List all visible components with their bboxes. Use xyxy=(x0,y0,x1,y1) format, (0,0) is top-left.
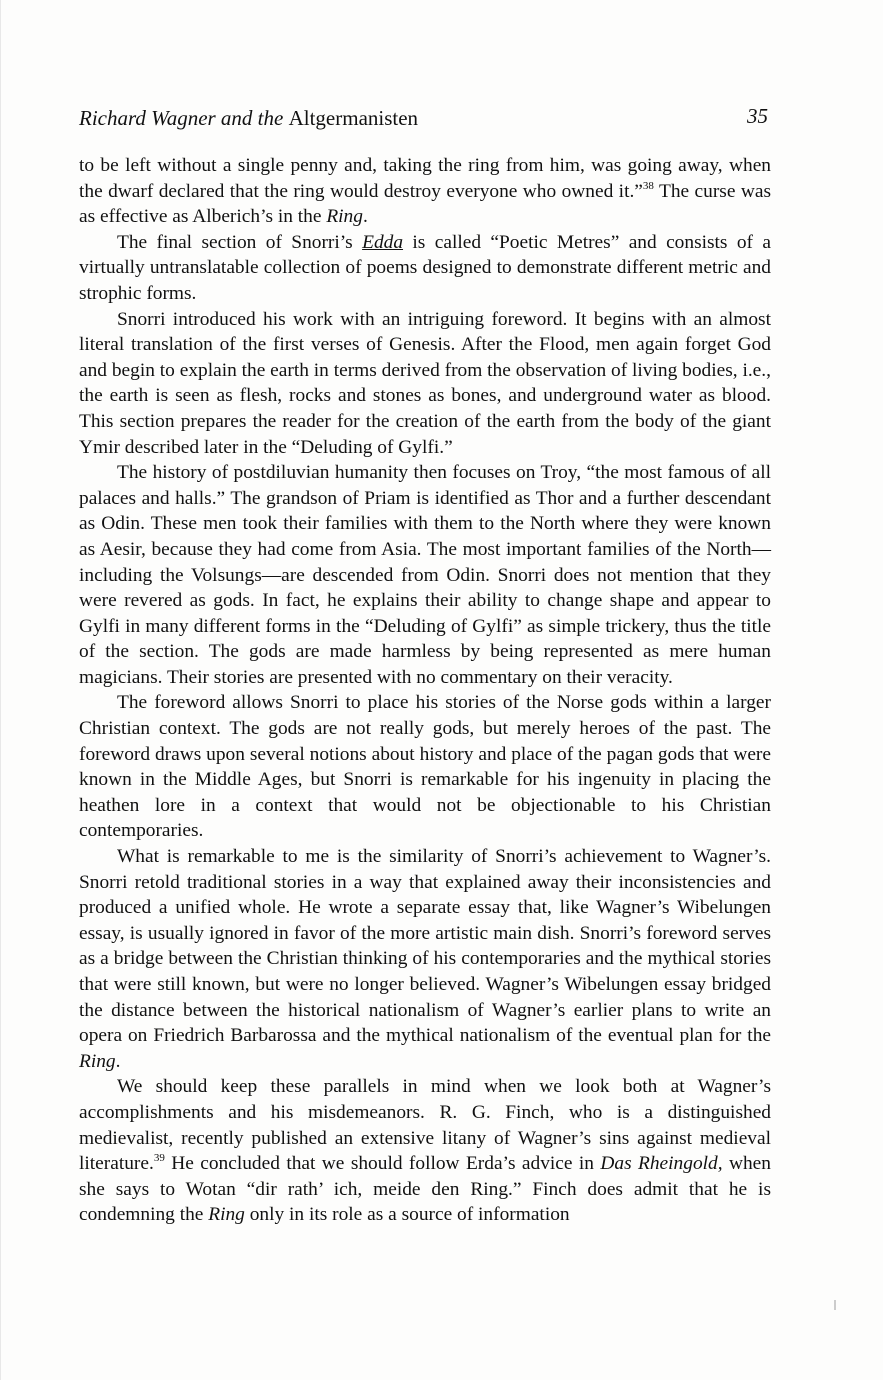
paragraph-1 xyxy=(79,153,771,230)
p6-text-c: . xyxy=(115,1050,121,1072)
p1-text-a: to be left without a single penny and, taking the ring from him, was going away, when the dwarf declared that the ring would destroy everyone who owned it.” xyxy=(79,155,771,202)
body-text xyxy=(79,153,771,1228)
p2-text-a: The final section of Snorri’s xyxy=(117,231,363,253)
p7-title-rheingold: Das Rheingold, xyxy=(600,1153,723,1175)
paragraph-4: The history of postdiluvian humanity then focuses on Troy, “the most famous of all palaces and halls.” The grandson of Priam is identified as Thor and a further descendant as Odin. These men took their families with them to the North where they were known as Aesir, because they had come from Asia. The most important families of the North—including the Volsungs—are descended from Odin. Snorri does not mention that they were revered as gods. In fact, he explains their ability to change shape and appear to Gylfi in many different forms in the “Deluding of Gylfi” as simple trickery, thus the title of the section. The gods are made harmless by being represented as mere human magicians. Their stories are presented with no commentary on their veracity. xyxy=(79,462,771,688)
p1-title-ring: Ring xyxy=(326,206,363,228)
p7-title-ring: Ring xyxy=(208,1204,245,1226)
footnote-ref-38: 38 xyxy=(642,179,654,192)
scan-mark xyxy=(834,1300,836,1310)
footnote-ref-39: 39 xyxy=(153,1152,165,1165)
paragraph-7 xyxy=(79,1074,771,1228)
p2-text-c: is called “Poetic Metres” and consists of a virtually untranslatable collection of poems designed to demonstrate different metric and strophic forms. xyxy=(79,231,772,304)
p6-text-a: What is remarkable to me is the similarity of Snorri’s achievement to Wagner’s. Snorri retold traditional stories in a way that explained away their inconsistencies and produced a unified whole. He wrote a separate essay that, like Wagner’s Wibelungen essay, is usually ignored in favor of the more artistic main dish. Snorri’s foreword serves as a bridge between the Christian thinking of his contemporaries and the mythical stories that were still known, but were no longer believed. Wagner’s Wibelungen essay bridged the distance between the historical nationalism of Wagner’s earlier plans to write an opera on Friedrich Barbarossa and the mythical nationalism of the eventual plan for the xyxy=(79,846,771,1047)
page-number: 35 xyxy=(747,104,768,128)
p1-text-b: The curse was as effective as Alberich’s in the xyxy=(79,180,771,228)
p7-text-b: He concluded that we should follow Erda’s advice in xyxy=(164,1153,601,1175)
p1-text-d: . xyxy=(362,206,368,228)
p7-text-f: only in its role as a source of information xyxy=(244,1204,570,1226)
paragraph-3: Snorri introduced his work with an intriguing foreword. It begins with an almost literal translation of the first verses of Genesis. After the Flood, men again forget God and begin to explain the earth in terms derived from the observation of living bodies, i.e., the earth is seen as flesh, rocks and stones as bones, and underground water as blood. This section prepares the reader for the creation of the earth from the body of the giant Ymir described later in the “Deluding of Gylfi.” xyxy=(79,308,771,458)
paragraph-2 xyxy=(79,230,771,307)
running-head xyxy=(79,106,418,130)
p7-text-a: We should keep these parallels in mind when we look both at Wagner’s accomplishments and his misdemeanors. R. G. Finch, who is a distinguished medievalist, recently published an extensive litany of Wagner’s sins against medieval literature. xyxy=(79,1076,771,1175)
page-header xyxy=(79,104,768,132)
p2-title-edda: Edda xyxy=(362,231,404,253)
running-head-upright: Altgermanisten xyxy=(288,106,419,130)
paragraph-5: The foreword allows Snorri to place his stories of the Norse gods within a larger Christian context. The gods are not really gods, but merely heroes of the past. The foreword draws upon several notions about history and place of the pagan gods that were known in the Middle Ages, but Snorri is remarkable for his ingenuity in placing the heathen lore in a context that would not be objectionable to his Christian contemporaries. xyxy=(79,692,771,842)
p6-title-ring: Ring xyxy=(79,1050,116,1072)
p7-text-d: when she says to Wotan “dir rath’ ich, meide den Ring.” Finch does admit that he is condemning the xyxy=(79,1153,771,1226)
paragraph-6 xyxy=(79,844,771,1074)
running-head-italic: Richard Wagner and the xyxy=(79,106,284,130)
